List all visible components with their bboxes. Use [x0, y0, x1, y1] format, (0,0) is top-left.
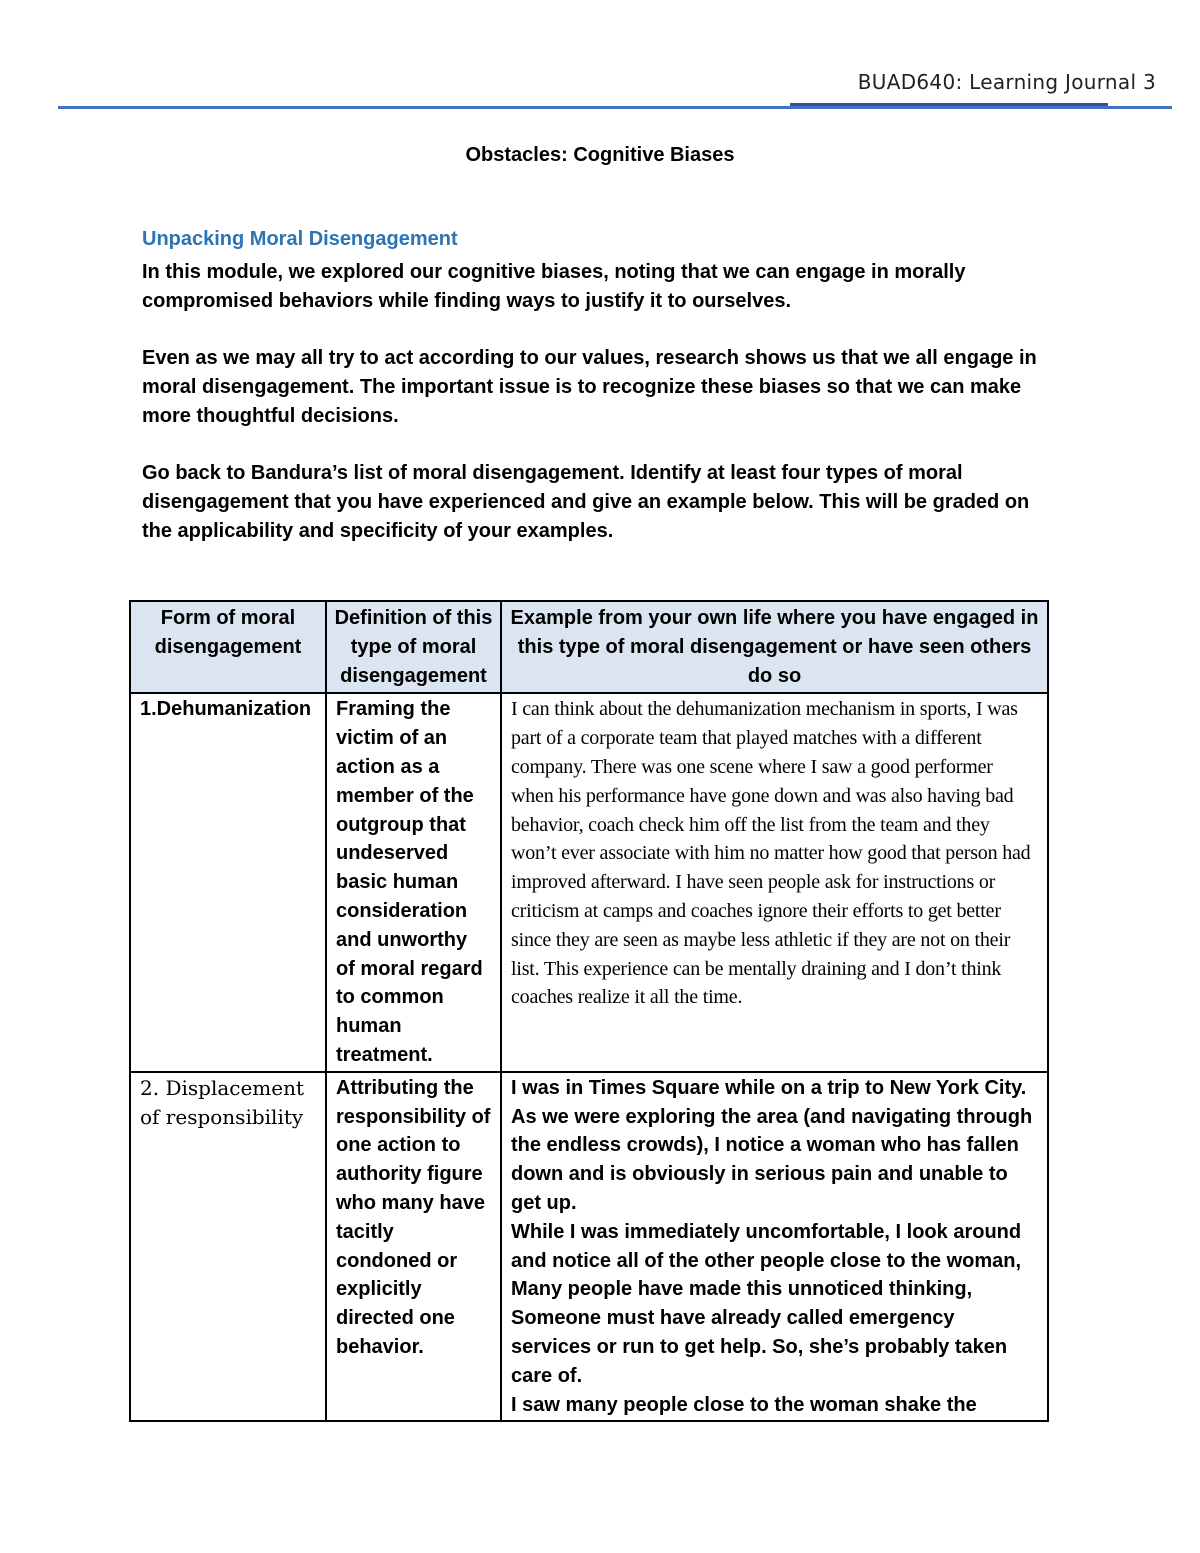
- definition-cell: Attributing the responsibility of one action to authority figure who many have tacitly condoned or explicitly directed one behavior.: [326, 1072, 501, 1422]
- example-cell: [501, 1072, 1048, 1422]
- example-line: I saw many people close to the woman shake the: [511, 1393, 977, 1416]
- header-rule-accent: [790, 103, 1108, 106]
- moral-disengagement-table: [129, 600, 1049, 1422]
- example-cell: I can think about the dehumanization mechanism in sports, I was part of a corporate team that played matches with a different company. There was one scene where I saw a good performer when his performance have gone down and was also having bad behavior, coach check him off the list from the team and they won’t ever associate with him no matter how good that person had improved afterward. I have seen people ask for instructions or criticism at camps and coaches ignore their efforts to get better since they are seen as maybe less athletic if they are not on their list. This experience can be mentally draining and I don’t think coaches realize it all the time.: [501, 693, 1048, 1071]
- example-line: While I was immediately uncomfortable, I look around and notice all of the other people close to the woman, Many people have made this unnoticed thinking, Someone must have already called emergency services or run to get help. So, she’s probably taken care of.: [511, 1220, 1022, 1387]
- form-cell: 2. Displacement of responsibility: [130, 1072, 326, 1422]
- table-row: [130, 693, 1048, 1071]
- section-heading: Unpacking Moral Disengagement: [142, 228, 458, 250]
- table-header-row: [130, 601, 1048, 693]
- example-line: I was in Times Square while on a trip to New York City. As we were exploring the area (and navigating through the endless crowds), I notice a woman who has fallen down and is obviously in serious pain and unable to get up.: [511, 1076, 1033, 1214]
- header-form: Form of moral disengagement: [130, 601, 326, 693]
- running-header: BUAD640: Learning Journal 3: [857, 70, 1156, 94]
- header-example: Example from your own life where you have engaged in this type of moral disengagement or have seen others do so: [501, 601, 1048, 693]
- definition-cell: Framing the victim of an action as a member of the outgroup that undeserved basic human consideration and unworthy of moral regard to common human treatment.: [326, 693, 501, 1071]
- form-cell: 1.Dehumanization: [130, 693, 326, 1071]
- table-row: [130, 1072, 1048, 1422]
- intro-paragraph: In this module, we explored our cognitive biases, noting that we can engage in morally compromised behaviors while finding ways to justify it to ourselves.: [142, 261, 966, 312]
- instructions-paragraph: Go back to Bandura’s list of moral disengagement. Identify at least four types of moral disengagement that you have experienced and give an example below. This will be graded on the applicability and specificity of your examples.: [142, 462, 1030, 542]
- document-title: Obstacles: Cognitive Biases: [465, 144, 735, 166]
- values-paragraph: Even as we may all try to act according to our values, research shows us that we all engage in moral disengagement. The important issue is to recognize these biases so that we can make more thoughtful decisions.: [142, 347, 1037, 427]
- header-rule: [58, 106, 1172, 109]
- header-definition: Definition of this type of moral disengagement: [326, 601, 501, 693]
